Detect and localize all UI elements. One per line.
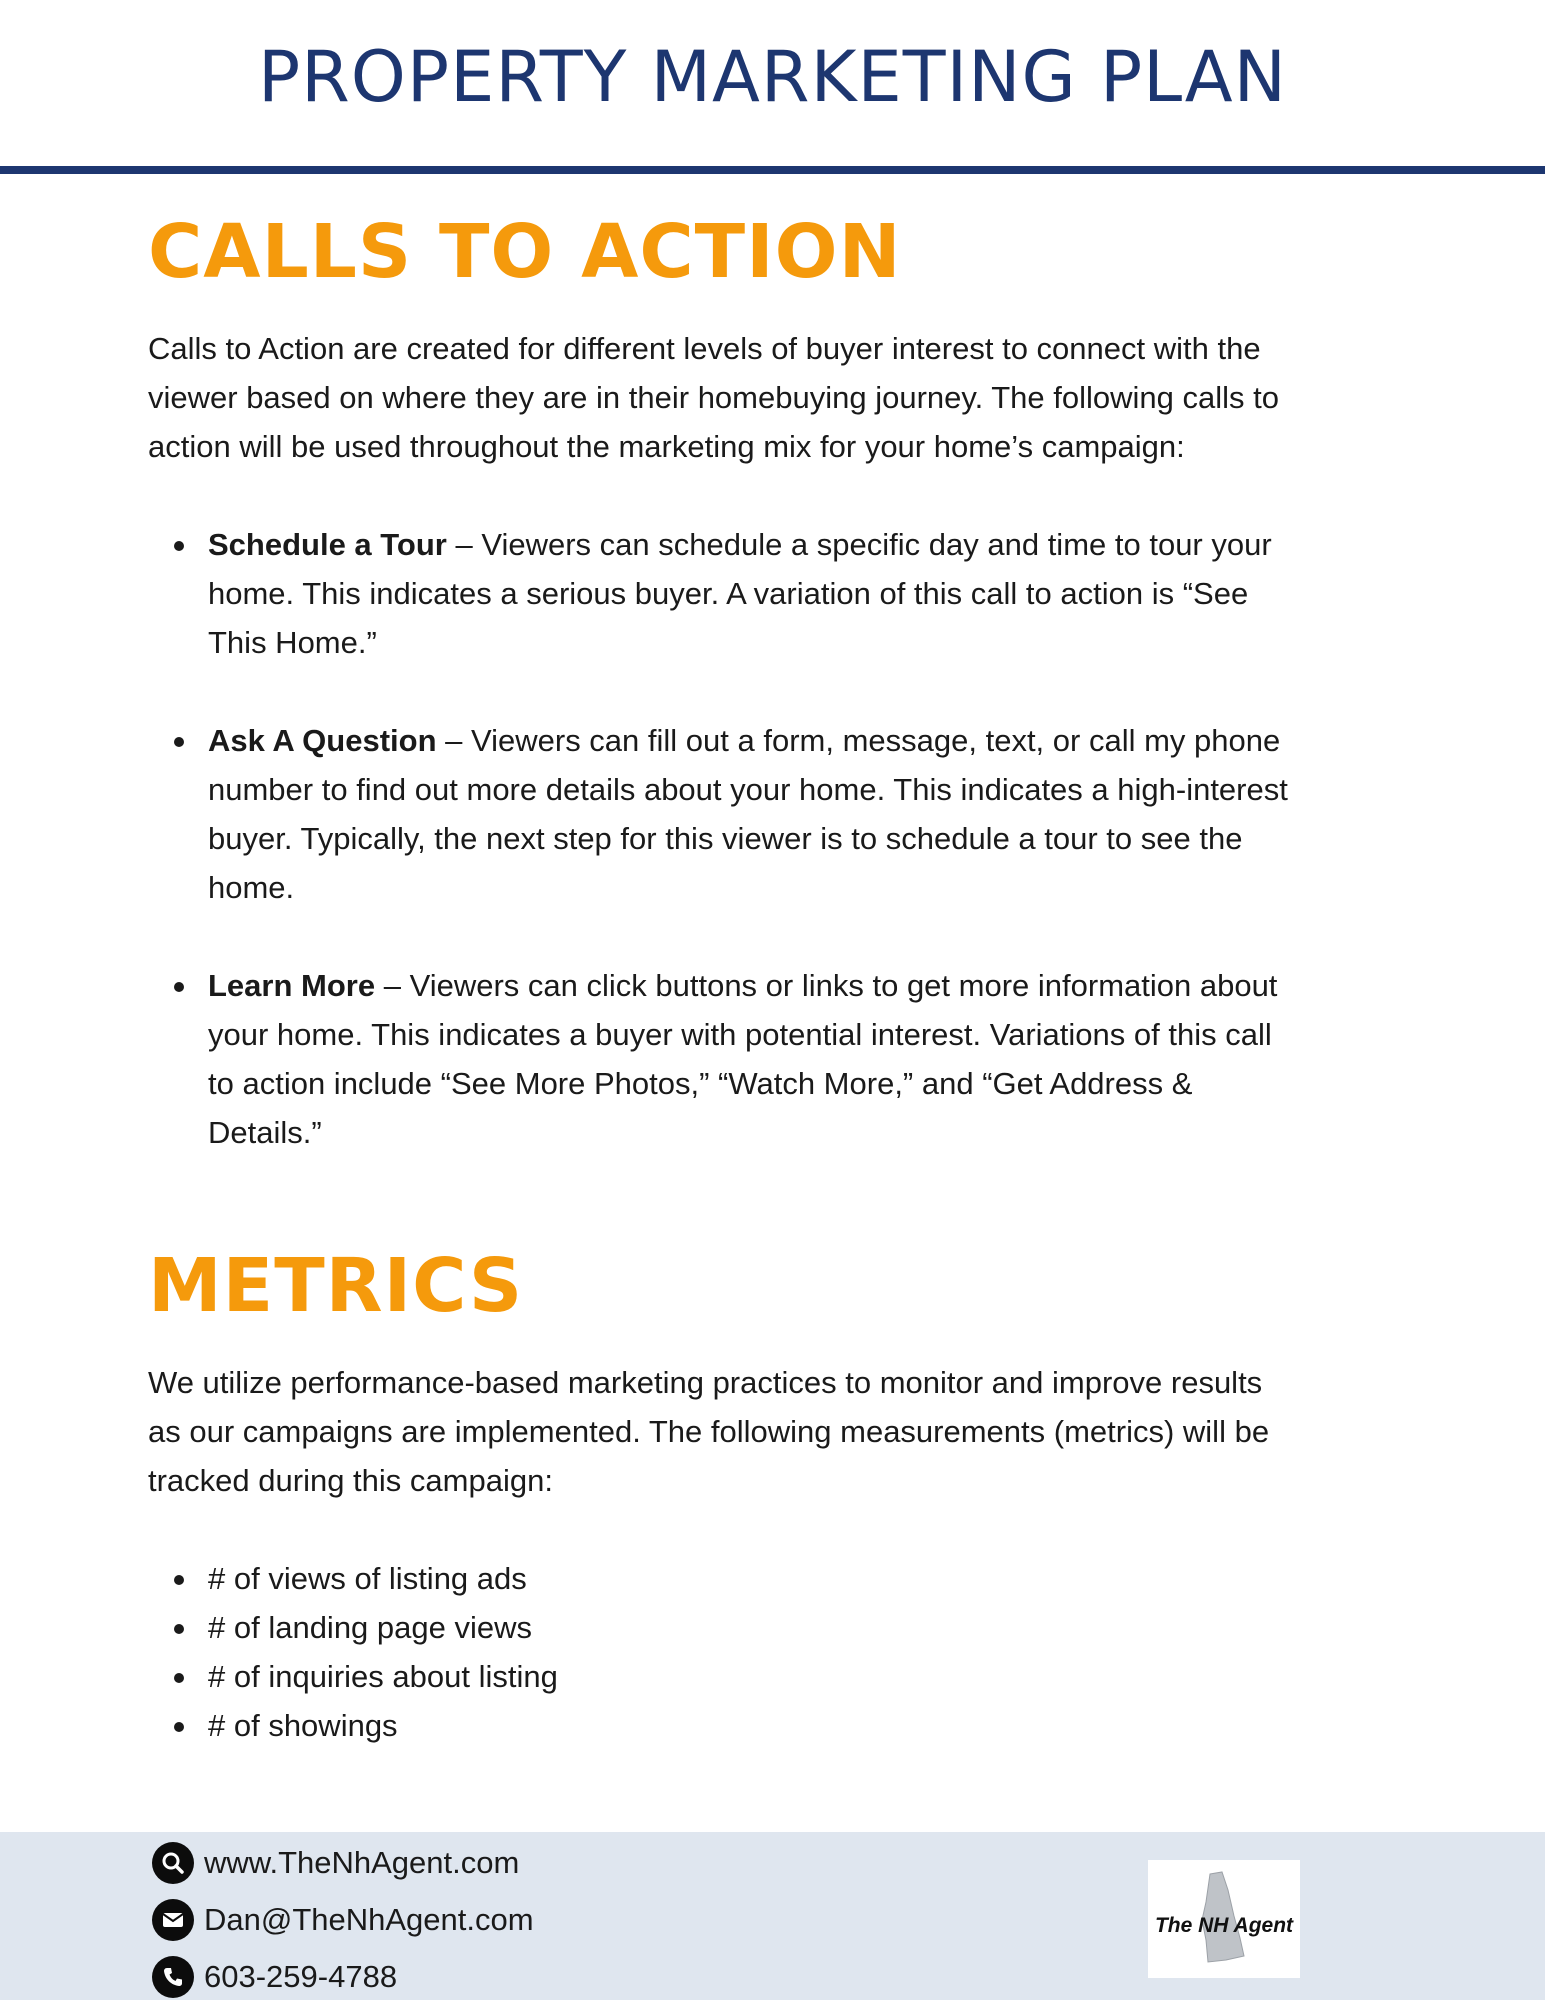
cta-description-line: your home. This indicates a buyer with potential interest. Variations of this call <box>208 1017 1272 1052</box>
envelope-icon <box>152 1899 194 1941</box>
intro-line: as our campaigns are implemented. The following measurements (metrics) will be <box>148 1414 1270 1449</box>
search-icon <box>152 1842 194 1884</box>
cta-description-line: buyer. Typically, the next step for this viewer is to schedule a tour to see the <box>208 821 1243 856</box>
metrics-heading: METRICS <box>148 1243 524 1329</box>
metrics-list <box>148 1554 1408 1750</box>
page-footer <box>0 1832 1545 2000</box>
cta-item-schedule-tour <box>148 520 1408 667</box>
page-header <box>0 0 1545 168</box>
cta-description-line: home. <box>208 870 295 905</box>
page-title: PROPERTY MARKETING PLAN <box>257 36 1288 118</box>
email-link[interactable]: Dan@TheNhAgent.com <box>204 1902 534 1937</box>
cta-description-line: – Viewers can fill out a form, message, text, or call my phone <box>436 723 1281 758</box>
website-contact[interactable] <box>152 1840 519 1886</box>
cta-description-line: Details.” <box>208 1115 322 1150</box>
calls-to-action-heading: CALLS TO ACTION <box>148 209 902 295</box>
cta-term: Ask A Question <box>208 723 437 758</box>
cta-description-line: – Viewers can schedule a specific day and time to tour your <box>446 527 1272 562</box>
phone-icon <box>152 1956 194 1998</box>
cta-description-line: This Home.” <box>208 625 377 660</box>
metrics-intro <box>148 1358 1408 1505</box>
intro-line: We utilize performance-based marketing practices to monitor and improve results <box>148 1365 1263 1400</box>
calls-to-action-intro <box>148 324 1408 471</box>
phone-link[interactable]: 603-259-4788 <box>204 1959 398 1994</box>
website-link[interactable]: www.TheNhAgent.com <box>204 1845 520 1880</box>
cta-description-line: to action include “See More Photos,” “Watch More,” and “Get Address & <box>208 1066 1193 1101</box>
main-content <box>148 209 1408 1750</box>
header-divider <box>0 166 1545 174</box>
cta-term: Learn More <box>208 968 376 1003</box>
calls-to-action-list <box>148 520 1408 1157</box>
email-contact[interactable] <box>152 1897 534 1943</box>
intro-line: viewer based on where they are in their homebuying journey. The following calls to <box>148 380 1279 415</box>
intro-line: Calls to Action are created for different levels of buyer interest to connect with the <box>148 331 1261 366</box>
metric-item: # of showings <box>148 1701 1408 1750</box>
cta-description-line: home. This indicates a serious buyer. A variation of this call to action is “See <box>208 576 1249 611</box>
cta-description-line: number to find out more details about your home. This indicates a high-interest <box>208 772 1288 807</box>
intro-line: action will be used throughout the marketing mix for your home’s campaign: <box>148 429 1185 464</box>
metric-item: # of views of listing ads <box>148 1554 1408 1603</box>
cta-term: Schedule a Tour <box>208 527 447 562</box>
intro-line: tracked during this campaign: <box>148 1463 553 1498</box>
cta-item-ask-question <box>148 716 1408 912</box>
metric-item: # of landing page views <box>148 1603 1408 1652</box>
cta-description-line: – Viewers can click buttons or links to get more information about <box>375 968 1278 1003</box>
company-logo <box>1148 1860 1300 1978</box>
metric-item: # of inquiries about listing <box>148 1652 1408 1701</box>
cta-item-learn-more <box>148 961 1408 1157</box>
phone-contact[interactable] <box>152 1954 397 2000</box>
logo-text: The NH Agent <box>1154 1914 1294 1937</box>
